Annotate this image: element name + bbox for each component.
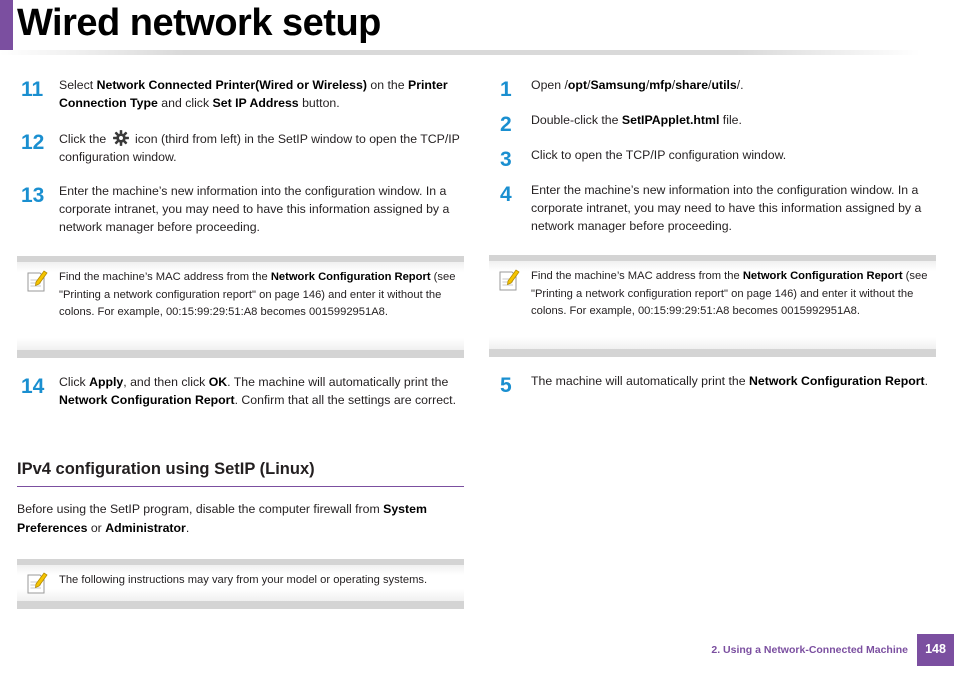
text-run: / bbox=[645, 78, 650, 92]
note-pencil-icon bbox=[498, 268, 520, 292]
step-number: 11 bbox=[21, 78, 44, 101]
step-number: 5 bbox=[500, 374, 512, 397]
text-run: / bbox=[587, 78, 591, 92]
text-run: . Confirm that all the settings are correct. bbox=[234, 393, 457, 407]
section-divider bbox=[17, 486, 464, 487]
text-run: . The machine will automatically print the bbox=[227, 375, 449, 389]
section-heading: IPv4 configuration using SetIP (Linux) bbox=[17, 460, 315, 478]
text-run: Open / bbox=[531, 78, 568, 92]
bold-term: opt bbox=[567, 78, 588, 92]
bold-term: Samsung bbox=[590, 78, 646, 92]
step-text bbox=[531, 181, 936, 235]
text-run: The following instructions may vary from your model or operating systems. bbox=[59, 574, 428, 586]
step-number: 13 bbox=[21, 184, 45, 207]
step-text bbox=[531, 146, 936, 164]
bold-term: Network Connected Printer(Wired or Wireless) bbox=[96, 78, 367, 92]
step-text bbox=[59, 373, 464, 409]
step-number: 1 bbox=[500, 78, 512, 101]
text-run: , and then click bbox=[123, 375, 209, 389]
footer-chapter-link[interactable]: 2. Using a Network-Connected Machine bbox=[711, 644, 908, 656]
bold-term: share bbox=[675, 78, 709, 92]
step-text bbox=[531, 372, 936, 390]
page-number: 148 bbox=[917, 634, 954, 666]
note-text bbox=[59, 572, 465, 590]
note-text bbox=[59, 269, 465, 322]
text-run: The machine will automatically print the bbox=[531, 374, 750, 388]
bold-term: Printer Connection Type bbox=[59, 78, 448, 110]
text-run: button. bbox=[298, 96, 340, 110]
step-number: 4 bbox=[500, 183, 512, 206]
step-text bbox=[59, 76, 464, 112]
title-divider bbox=[0, 50, 920, 55]
text-run: Click bbox=[59, 375, 90, 389]
step-number: 2 bbox=[500, 113, 512, 136]
text-run: Find the machine’s MAC address from the bbox=[59, 271, 271, 283]
note-text bbox=[531, 268, 937, 321]
text-run: Select bbox=[59, 78, 97, 92]
step-text bbox=[531, 76, 936, 94]
text-run: Enter the machine’s new information into the configuration window. In a corporate intranet, you may need to have this information assigned by a network manager before proceeding. bbox=[59, 184, 450, 234]
text-run: Enter the machine’s new information into the configuration window. In a corporate intranet, you may need to have this information assigned by a network manager before proceeding. bbox=[531, 183, 922, 233]
bold-term: Network Configuration Report bbox=[742, 270, 903, 282]
text-run: and click bbox=[157, 96, 213, 110]
text-run: / bbox=[708, 78, 712, 92]
bold-term: System Preferences bbox=[17, 502, 427, 535]
text-run: Click to open the TCP/IP configuration window. bbox=[531, 148, 787, 162]
step-text bbox=[59, 129, 464, 166]
step-text-post: icon (third from left) in the SetIP window to open the TCP/IP configuration window. bbox=[59, 132, 460, 164]
text-run: on the bbox=[366, 78, 408, 92]
bold-term: Network Configuration Report bbox=[59, 393, 235, 407]
text-run: (see "Printing a network configuration report" on page 146) and enter it without the colons. For example, 00:15:99:29:51:A8 becomes 0015992951A8. bbox=[531, 270, 928, 317]
step-text bbox=[59, 182, 464, 236]
section-paragraph bbox=[17, 500, 464, 537]
note-pencil-icon bbox=[26, 269, 48, 293]
text-run: . bbox=[924, 374, 929, 388]
bold-term: mfp bbox=[649, 78, 672, 92]
bold-term: Administrator bbox=[105, 520, 186, 535]
page-title: Wired network setup bbox=[17, 2, 381, 44]
note-pencil-icon bbox=[26, 571, 48, 595]
step-text-pre: Click the bbox=[59, 132, 110, 146]
text-run: or bbox=[87, 520, 106, 535]
text-run: Before using the SetIP program, disable the computer firewall from bbox=[17, 502, 384, 516]
text-run: Double-click the bbox=[531, 113, 622, 127]
step-number: 3 bbox=[500, 148, 512, 171]
text-run: file. bbox=[719, 113, 742, 127]
text-run: / bbox=[671, 78, 676, 92]
bold-term: SetIPApplet.html bbox=[621, 113, 720, 127]
title-accent-bar bbox=[0, 0, 13, 52]
step-number: 12 bbox=[21, 131, 45, 154]
text-run: /. bbox=[736, 78, 744, 92]
gear-icon bbox=[112, 129, 130, 147]
step-text bbox=[531, 111, 936, 129]
bold-term: OK bbox=[208, 375, 228, 389]
text-run: . bbox=[185, 520, 190, 535]
bold-term: utils bbox=[711, 78, 737, 92]
bold-term: Set IP Address bbox=[212, 96, 299, 110]
bold-term: Apply bbox=[89, 375, 124, 389]
step-number: 14 bbox=[21, 375, 45, 398]
bold-term: Network Configuration Report bbox=[270, 271, 431, 283]
text-run: (see "Printing a network configuration report" on page 146) and enter it without the colons. For example, 00:15:99:29:51:A8 becomes 0015992951A8. bbox=[59, 271, 456, 318]
bold-term: Network Configuration Report bbox=[749, 374, 925, 388]
text-run: Find the machine’s MAC address from the bbox=[531, 270, 743, 282]
